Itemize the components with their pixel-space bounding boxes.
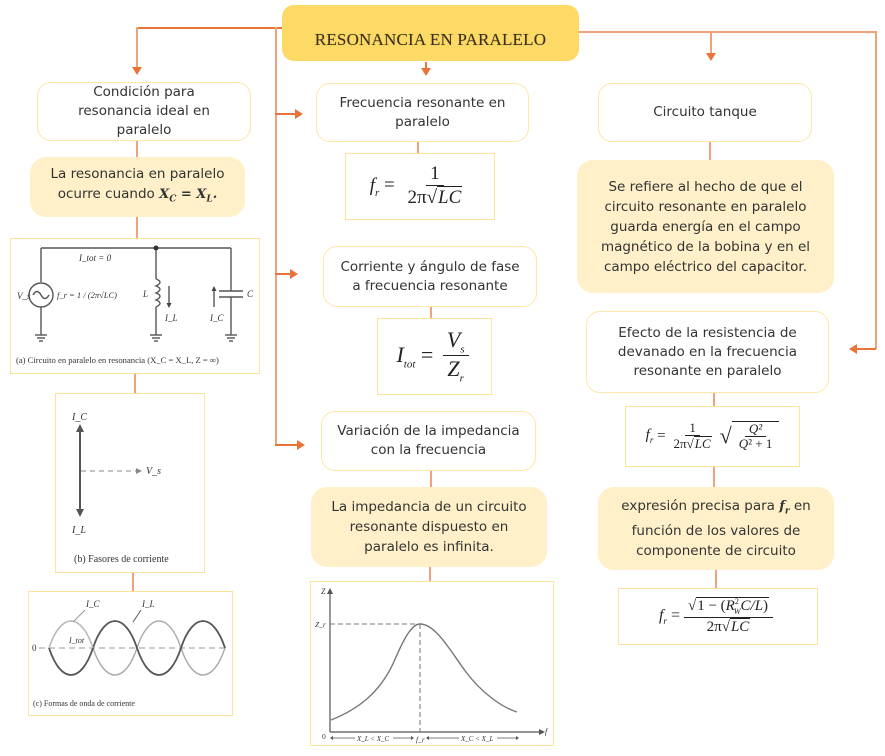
note-text [40, 164, 235, 210]
arrow-left-icon [849, 344, 857, 354]
arrow-right-icon [295, 109, 303, 119]
topic-impedance-variation[interactable]: Variación de la impedancia con la frecuencia [321, 411, 536, 471]
itot-label: I_tot [69, 636, 85, 645]
connector-to-topic3 [275, 444, 297, 446]
connector-to-topic2 [275, 273, 290, 275]
arrow-down-icon [706, 53, 716, 61]
connector [715, 570, 717, 588]
connector-left-down [136, 27, 138, 71]
ic-label: I_C [86, 599, 100, 609]
arrow-down-icon [132, 67, 142, 75]
right-region-label: X_C < X_L [461, 735, 494, 743]
arrow-right-icon [290, 269, 298, 279]
connector [430, 306, 432, 318]
vs-label: V_s [17, 291, 31, 301]
zr-label: Z_r [315, 620, 326, 629]
formula-content: $I_{tot}$ = $\frac{V_s}{Z_r}$ [396, 328, 472, 386]
figure-a-caption: (a) Circuito en paralelo en resonancia (X_C = X_L, Z = ∞) [16, 355, 219, 365]
connector [136, 141, 138, 157]
connector-right-down [710, 31, 712, 53]
origin-label: 0 [322, 732, 326, 741]
note-suffix: en función de los valores de componente de circuito [631, 497, 811, 560]
arrow-right-icon [297, 440, 305, 450]
connector-to-right-topic2 [857, 348, 876, 350]
arrow-down-icon [421, 68, 431, 76]
connector-to-topic1 [275, 113, 295, 115]
connector-right-trunk [875, 31, 877, 349]
phasor-diagram [56, 394, 203, 571]
note-tank-circuit[interactable]: Se refiere al hecho de que el circuito resonante en paralelo guarda energía en el campo magnético de la bobina y en el campo eléctrico del capacitor. [577, 160, 834, 293]
il-label: I_L [72, 525, 86, 536]
topic-current-phase[interactable]: Corriente y ángulo de fase a frecuencia resonante [323, 246, 537, 307]
figure-impedance-graph [310, 581, 554, 746]
ic-label: I_C [72, 412, 87, 423]
topic-ideal-condition[interactable]: Condición para resonancia ideal en paralelo [37, 82, 251, 141]
connector [713, 392, 715, 406]
circuit-diagram [11, 239, 258, 372]
left-region-label: X_L < X_C [357, 735, 390, 743]
y-axis-label: Z [321, 587, 326, 596]
connector [136, 216, 138, 238]
note-precise-expression[interactable] [598, 487, 834, 570]
connector [132, 572, 134, 592]
formula-content: $f_r$ = $\frac{√1 - (R^2_WC/L)}{2\pi√LC}$ [659, 597, 777, 636]
waveform-chart [29, 592, 231, 714]
note-prefix: expresión precisa para [621, 497, 780, 514]
l-label: L [143, 289, 149, 299]
x-axis-label: f [545, 727, 548, 736]
connector-middle-trunk [275, 27, 277, 445]
connector-title-left [136, 27, 286, 29]
note-infinite-impedance[interactable]: La impedancia de un circuito resonante dispuesto en paralelo es infinita. [311, 487, 547, 567]
formula-content: $f_r$ = $\frac{1}{2\pi√LC}$ √ $\frac{\text{Q²}}{\text{Q² + 1}}$ [646, 421, 780, 452]
fr-label: f_r [416, 735, 425, 744]
impedance-curve-chart [311, 582, 552, 744]
math-xc-xl: $X_C = X_L$. [159, 187, 218, 205]
note-text [616, 496, 816, 562]
note-prefix: La resonancia en paralelo ocurre cuando [50, 166, 225, 203]
topic-resonant-frequency[interactable]: Frecuencia resonante en paralelo [316, 83, 529, 142]
c-label: C [247, 289, 254, 299]
figure-c-caption: (c) Formas de onda de corriente [33, 699, 135, 708]
math-fr: $f_r$ [779, 498, 790, 517]
formula-itot [377, 318, 492, 395]
figure-parallel-circuit [10, 238, 260, 374]
il-label: I_L [142, 599, 155, 609]
formula-content: $f_r$ = $\frac{1}{2\pi√LC}$ [369, 163, 462, 209]
connector [713, 467, 715, 487]
connector [134, 374, 136, 394]
figure-waveforms [28, 591, 233, 716]
topic-winding-resistance[interactable]: Efecto de la resistencia de devanado en la frecuencia resonante en paralelo [586, 311, 829, 393]
figure-phasors [55, 393, 205, 573]
formula-fr-with-q [625, 406, 800, 467]
vs-label: V_s [146, 466, 161, 477]
main-title: RESONANCIA EN PARALELO [282, 5, 579, 61]
ic-label: I_C [210, 313, 224, 323]
formula-fr-basic [345, 153, 495, 220]
topic-tank-circuit[interactable]: Circuito tanque [598, 83, 812, 142]
connector-title-right [578, 31, 876, 33]
formula-fr-precise [618, 588, 818, 645]
itot-label: I_tot = 0 [79, 253, 112, 263]
fr-label: f_r = 1 / (2π√LC) [57, 290, 117, 300]
connector [709, 142, 711, 160]
connector [430, 470, 432, 488]
il-label: I_L [165, 313, 178, 323]
note-ideal-condition[interactable] [30, 157, 245, 217]
figure-b-caption: (b) Fasores de corriente [74, 554, 169, 565]
zero-label: 0 [32, 643, 37, 653]
connector [429, 566, 431, 582]
